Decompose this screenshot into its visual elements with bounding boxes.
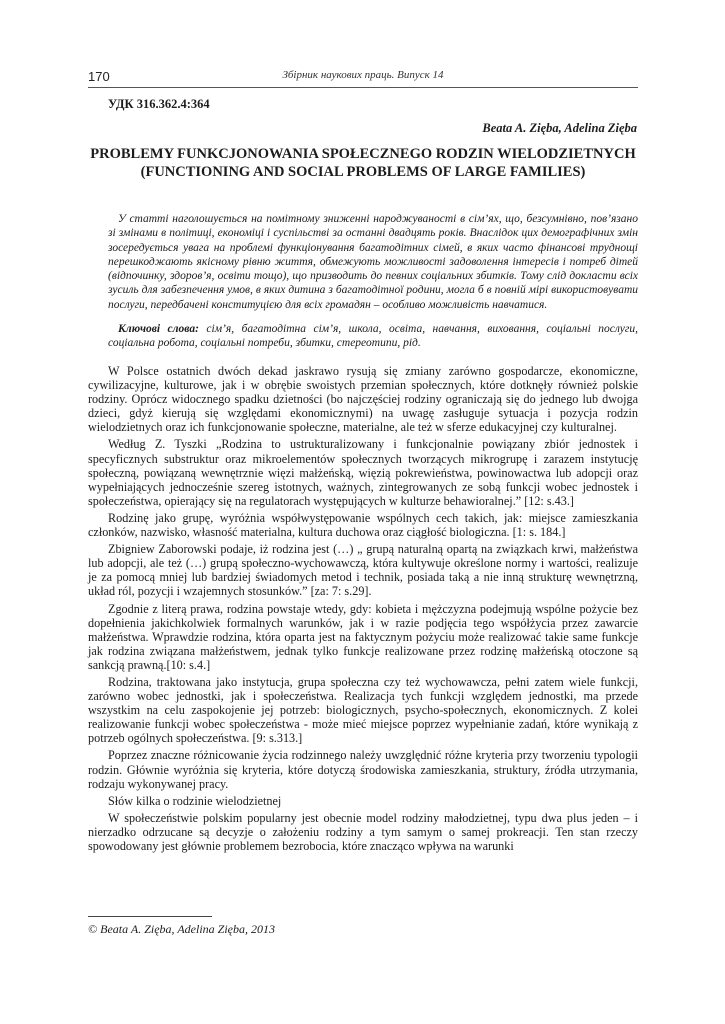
article-body xyxy=(88,364,638,853)
section-heading: Słów kilka o rodzinie wielodzietnej xyxy=(108,793,282,808)
paragraph: W Polsce ostatnich dwóch dekad jaskrawo rysują się zmiany zarówno gospodarcze, ekonomiczne, cywilizacyjne, kulturowe, jak i w obrębie swoistych przemian społecznych, które dotknęły również polskie rodziny. Oprócz widocznego spadku dzietności (bo najczęściej rodziny ograniczają się do jednego lub dwojga dzieci, gdyż kierują się względami ekonomicznymi) na uwagę zasługuje sytuacja i pozycja rodzin wielodzietnych oraz ich funkcjonowanie społeczne, materialne, ale też w sferze edukacyjnej czy kulturalnej. xyxy=(88,364,638,435)
paragraph: Zgodnie z literą prawa, rodzina powstaje wtedy, gdy: kobieta i mężczyzna podejmują wspólne pożycie bez dopełnienia jakichkolwiek formalnych warunków, jak i w razie podjęcia tego współżycia przez zawarcie małżeństwa. Wprawdzie rodzina, która oparta jest na faktycznym pożyciu może realizować takie same funkcje jak rodzina związana małżeństwem, jednak tylko funkcje realizowane przez rodzinę małżeńską otoczone są sankcją prawną.[10: s.4.] xyxy=(88,601,638,672)
footnote-divider xyxy=(88,916,212,917)
keywords-text: сім’я, багатодітна сім’я, школа, освіта, навчання, виховання, соціальні послуги, соціальна робота, соціальні потреби, збитки, стереотипи, рід. xyxy=(108,323,638,350)
header-divider xyxy=(88,87,638,88)
abstract: У статті наголошується на помітному зниженні народжуваності в сім’ях, що, безсумнівно, пов’язано зі змінами в політиці, економіці і суспільстві за останні двадцять років. Внаслідок цих демографічних змін зосередується увага на проблемі функціонування багатодітних сімей, в яких часто фінансові труднощі перешкоджають якісному рівню життя, обмежують можливості задоволення інтересів і потреб дітей (відпочинку, здоров’я, освіти тощо), що призводить до певних соціальних збитків. Тому слід докласти всіх зусиль для забезпечення умов, в яких дитина з багатодітної родини, могла б в повній мірі використовувати послуги, передбачені конституцією для всіх громадян – особливо можливість навчатися. xyxy=(108,213,638,311)
keywords-label: Ключові слова: xyxy=(118,323,199,335)
page-number: 170 xyxy=(88,69,110,84)
copyright-note: © Beata A. Zięba, Adelina Zięba, 2013 xyxy=(88,922,275,936)
journal-title: Збірник наукових праць. Випуск 14 xyxy=(282,69,444,81)
paragraph: Poprzez znaczne różnicowanie życia rodzinnego należy uwzględnić różne kryteria przy tworzeniu typologii rodzin. Głównie wyróżnia się kryteria, które dotyczą środowiska zamieszkania, struktury, źródła utrzymania, rodzaju wykonywanej pracy. xyxy=(88,748,638,791)
paragraph: Według Z. Tyszki „Rodzina to ustrukturalizowany i funkcjonalnie powiązany zbiór jednostek i specyficznych substruktur oraz mikroelementów społecznych tworzących mikrogrupę i zarazem instytucję społeczną, powiązaną wewnętrznie więzi małżeńską, więzią pokrewieństwa, powinowactwa lub adopcji oraz wypełniających jednocześnie szereg istotnych, ważnych, zintegrowanych ze sobą funkcji wobec jednostek i społeczeństwa, opierający się na regulatorach występujących w kulturze behawioralnej.” [12: s.43.] xyxy=(88,437,638,508)
paragraph: Zbigniew Zaborowski podaje, iż rodzina jest (…) „ grupą naturalną opartą na związkach krwi, małżeństwa lub adopcji, ale też (…) grupą społeczno-wychowawczą, która kultywuje określone normy i wartości, realizuje je za pomocą mniej lub bardziej świadomych metod i technik, posiada taką a nie inną strukturę wewnętrzną, układ ról, pozycji i wzajemnych stosunków.” [za: 7: s.29]. xyxy=(88,542,638,599)
authors: Beata A. Zięba, Adelina Zięba xyxy=(482,121,637,135)
udc-code: УДК 316.362.4:364 xyxy=(108,97,210,111)
keywords xyxy=(108,322,638,351)
paragraph: Rodzina, traktowana jako instytucja, grupa społeczna czy też wychowawcza, pełni zatem wiele funkcji, zarówno wobec jednostki, jak i społeczeństwa. Realizacja tych funkcji względem jednostki, ma przede wszystkim na celu zaspokojenie jej potrzeb: biologicznych, psycho-społecznych, ekonomicznych. Z kolei realizowanie funkcji wobec społeczeństwa - może mieć miejsce poprzez wypełnianie zadań, które wynikają z potrzeb ogólnych społeczeństwa. [9: s.313.] xyxy=(88,674,638,746)
paragraph: W społeczeństwie polskim popularny jest obecnie model rodziny małodzietnej, typu dwa plus jeden – i nierzadko odrzucane są decyzje o założeniu rodziny a tym samym o samej prokreacji. Ten stan rzeczy spowodowany jest głównie problemem bezrobocia, które znacząco wpływa na warunki xyxy=(88,810,638,853)
paragraph: Rodzinę jako grupę, wyróżnia współwystępowanie wspólnych cech takich, jak: miejsce zamieszkania członków, nazwisko, własność materialna, kultura duchowa oraz ciągłość biologiczna. [1: s. 184.] xyxy=(88,510,638,540)
running-header xyxy=(88,69,638,87)
paper-title: PROBLEMY FUNKCJONOWANIA SPOŁECZNEGO RODZIN WIELODZIETNYCH (FUNCTIONING AND SOCIAL PROBLEMS OF LARGE FAMILIES) xyxy=(90,146,636,180)
